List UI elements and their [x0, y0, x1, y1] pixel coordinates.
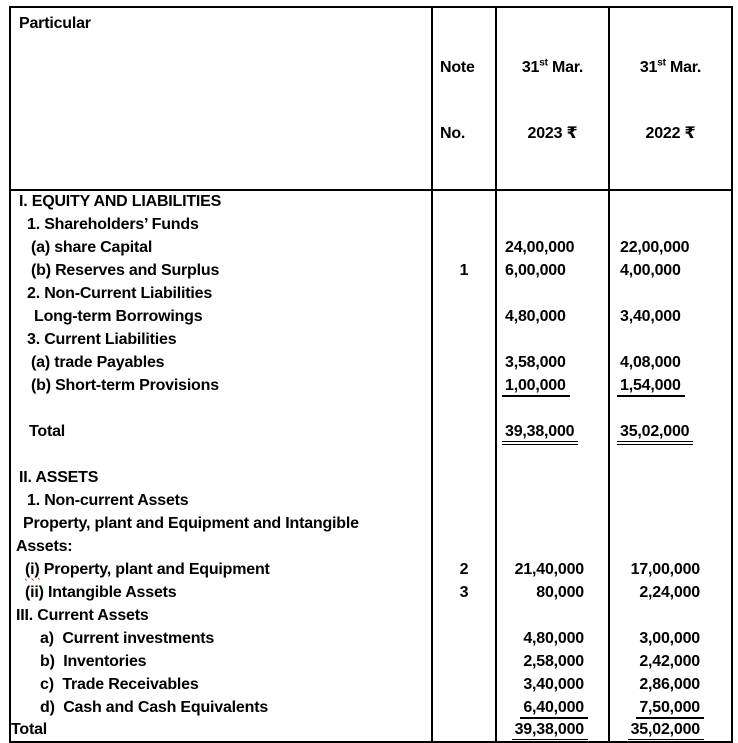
label-text: Property, plant and Equipment — [39, 560, 270, 578]
amount-2023 — [496, 489, 609, 512]
row-label — [10, 673, 432, 696]
amount-2022 — [609, 604, 732, 627]
amount-2023-text: 1,00,000 — [502, 377, 570, 397]
row-label — [10, 190, 432, 213]
amount-2022-text: 17,00,000 — [630, 560, 700, 578]
amount-2022 — [609, 443, 732, 466]
amount-2023 — [496, 397, 609, 420]
note-number — [432, 558, 496, 581]
amount-2022 — [609, 328, 732, 351]
amount-2022-text: 4,00,000 — [620, 261, 681, 279]
row-label — [10, 581, 432, 604]
amount-2022 — [609, 374, 732, 397]
amount-2023-text: 6,00,000 — [505, 261, 566, 279]
amount-2022-text: 35,02,000 — [617, 423, 693, 445]
amount-2022-text: 1,54,000 — [617, 377, 685, 397]
table-row — [10, 259, 732, 282]
row-label — [10, 328, 432, 351]
label-text: 1. Non-current Assets — [27, 491, 189, 509]
amount-2022 — [609, 305, 732, 328]
amount-2022 — [609, 236, 732, 259]
table-row — [10, 282, 732, 305]
balance-sheet-table — [9, 6, 733, 743]
table-row — [10, 604, 732, 627]
label-text: c) Trade Receivables — [40, 675, 199, 693]
row-label — [10, 558, 432, 581]
table-row — [10, 489, 732, 512]
amount-2022 — [609, 535, 732, 558]
amount-2023-text: 6,40,000 — [520, 699, 588, 719]
note-number — [432, 604, 496, 627]
amount-2022-text: 2,24,000 — [639, 583, 700, 601]
table-row — [10, 351, 732, 374]
label-text: 2. Non-Current Liabilities — [27, 284, 213, 302]
amount-2022-text: 3,00,000 — [639, 629, 700, 647]
amount-2022 — [609, 719, 732, 742]
amount-2023 — [496, 213, 609, 236]
label-text: (a) trade Payables — [31, 353, 165, 371]
amount-2022 — [609, 351, 732, 374]
row-label — [10, 374, 432, 397]
note-number — [432, 190, 496, 213]
label-text: (b) Short-term Provisions — [31, 376, 219, 394]
amount-2023 — [496, 535, 609, 558]
amount-2022-text: 7,50,000 — [636, 699, 704, 719]
row-label — [10, 397, 432, 420]
amount-2023 — [496, 328, 609, 351]
amount-2022 — [609, 627, 732, 650]
amount-2023 — [496, 673, 609, 696]
amount-2022 — [609, 213, 732, 236]
table-row — [10, 673, 732, 696]
amount-2023-text: 39,38,000 — [512, 721, 588, 743]
amount-2022 — [609, 489, 732, 512]
label-text: II. ASSETS — [19, 468, 99, 486]
table-row — [10, 443, 732, 466]
amount-2023 — [496, 719, 609, 742]
table-row — [10, 213, 732, 236]
table-row — [10, 305, 732, 328]
row-label — [10, 627, 432, 650]
amount-2022-text: 35,02,000 — [628, 721, 704, 743]
note-number — [432, 305, 496, 328]
table-row — [10, 236, 732, 259]
amount-2023 — [496, 627, 609, 650]
label-text: Total — [11, 721, 48, 738]
amount-2023 — [496, 512, 609, 535]
note-number — [432, 627, 496, 650]
table-row — [10, 512, 732, 535]
note-number-text: 3 — [459, 583, 469, 601]
note-number — [432, 696, 496, 719]
note-number — [432, 351, 496, 374]
row-label — [10, 604, 432, 627]
amount-2022 — [609, 673, 732, 696]
amount-2023 — [496, 282, 609, 305]
row-label — [10, 489, 432, 512]
table-row — [10, 719, 732, 742]
date-2022-line: 31st Mar. — [639, 57, 702, 76]
table-row — [10, 420, 732, 443]
table-row — [10, 190, 732, 213]
amount-2022-text: 2,86,000 — [639, 675, 700, 693]
row-label — [10, 535, 432, 558]
note-number — [432, 443, 496, 466]
note-number — [432, 259, 496, 282]
note-number — [432, 328, 496, 351]
amount-2023-text: 4,80,000 — [523, 629, 584, 647]
row-label — [10, 259, 432, 282]
balance-sheet-document — [9, 6, 733, 743]
label-text: Property, plant and Equipment and Intangible — [23, 514, 359, 532]
note-number — [432, 719, 496, 742]
note-number — [432, 535, 496, 558]
label-text: Long-term Borrowings — [34, 307, 203, 325]
amount-2023 — [496, 236, 609, 259]
table-row — [10, 581, 732, 604]
amount-2022-text: 4,08,000 — [620, 353, 681, 371]
note-number — [432, 581, 496, 604]
row-label — [10, 351, 432, 374]
table-row — [10, 558, 732, 581]
col-header-note-no — [432, 7, 496, 190]
row-label — [10, 213, 432, 236]
note-number — [432, 673, 496, 696]
amount-2023-text: 39,38,000 — [502, 423, 578, 445]
table-row — [10, 696, 732, 719]
note-number — [432, 282, 496, 305]
label-text: (ii) Intangible Assets — [25, 583, 177, 601]
row-label — [10, 305, 432, 328]
amount-2023-text: 3,40,000 — [523, 675, 584, 693]
label-text: Total — [29, 422, 66, 440]
amount-2023 — [496, 190, 609, 213]
note-number — [432, 650, 496, 673]
amount-2022 — [609, 650, 732, 673]
label-text: 3. Current Liabilities — [27, 330, 177, 348]
note-number — [432, 466, 496, 489]
label-text: (b) Reserves and Surplus — [31, 261, 220, 279]
amount-2023 — [496, 351, 609, 374]
note-number — [432, 489, 496, 512]
amount-2023 — [496, 604, 609, 627]
amount-2022 — [609, 558, 732, 581]
label-text: (a) share Capital — [31, 238, 153, 256]
label-text: 1. Shareholders’ Funds — [27, 215, 199, 233]
amount-2023-text: 24,00,000 — [505, 238, 575, 256]
amount-2022-text: 22,00,000 — [620, 238, 690, 256]
note-number — [432, 420, 496, 443]
table-row — [10, 535, 732, 558]
amount-2023 — [496, 420, 609, 443]
amount-2023 — [496, 558, 609, 581]
label-text: a) Current investments — [40, 629, 215, 647]
year-2022-line: 2022 ₹ — [645, 125, 696, 142]
amount-2023-text: 80,000 — [536, 583, 584, 601]
row-label — [10, 650, 432, 673]
amount-2023 — [496, 259, 609, 282]
amount-2022 — [609, 512, 732, 535]
amount-2023-text: 3,58,000 — [505, 353, 566, 371]
header-row — [10, 7, 732, 190]
amount-2023 — [496, 650, 609, 673]
table-row — [10, 397, 732, 420]
amount-2022-text: 3,40,000 — [620, 307, 681, 325]
note-number — [432, 236, 496, 259]
amount-2023 — [496, 696, 609, 719]
label-text: b) Inventories — [40, 652, 147, 670]
note-number — [432, 374, 496, 397]
label-text: I. EQUITY AND LIABILITIES — [19, 193, 222, 210]
note-number — [432, 397, 496, 420]
col-header-mar-2022 — [609, 7, 732, 190]
table-row — [10, 374, 732, 397]
amount-2022 — [609, 397, 732, 420]
col-header-particular: Particular — [10, 7, 432, 190]
amount-2022-text: 2,42,000 — [639, 652, 700, 670]
amount-2022 — [609, 259, 732, 282]
row-label — [10, 719, 432, 742]
note-number-text: 2 — [459, 560, 469, 578]
note-number — [432, 512, 496, 535]
table-row — [10, 328, 732, 351]
spellcheck-squiggle-text: (i) — [25, 560, 40, 578]
date-2023-line: 31st Mar. — [521, 57, 584, 76]
label-text: d) Cash and Cash Equivalents — [40, 698, 269, 716]
note-number-text: 1 — [459, 261, 469, 279]
table-row — [10, 466, 732, 489]
row-label — [10, 420, 432, 443]
amount-2023 — [496, 466, 609, 489]
amount-2023-text: 4,80,000 — [505, 307, 566, 325]
amount-2023 — [496, 305, 609, 328]
col-header-mar-2023 — [496, 7, 609, 190]
amount-2022 — [609, 466, 732, 489]
amount-2023-text: 2,58,000 — [523, 652, 584, 670]
amount-2023 — [496, 443, 609, 466]
row-label — [10, 696, 432, 719]
amount-2022 — [609, 581, 732, 604]
amount-2022 — [609, 282, 732, 305]
note-header-line1: Note — [440, 59, 475, 76]
row-label — [10, 236, 432, 259]
table-row — [10, 627, 732, 650]
amount-2022 — [609, 190, 732, 213]
amount-2023 — [496, 581, 609, 604]
amount-2023 — [496, 374, 609, 397]
label-text: III. Current Assets — [16, 606, 149, 624]
row-label — [10, 443, 432, 466]
row-label — [10, 512, 432, 535]
amount-2023-text: 21,40,000 — [514, 560, 584, 578]
year-2023-line: 2023 ₹ — [527, 125, 578, 142]
row-label — [10, 282, 432, 305]
table-row — [10, 650, 732, 673]
row-label — [10, 466, 432, 489]
note-header-line2: No. — [440, 125, 466, 142]
amount-2022 — [609, 420, 732, 443]
amount-2022 — [609, 696, 732, 719]
note-number — [432, 213, 496, 236]
label-text: Assets: — [16, 537, 73, 555]
